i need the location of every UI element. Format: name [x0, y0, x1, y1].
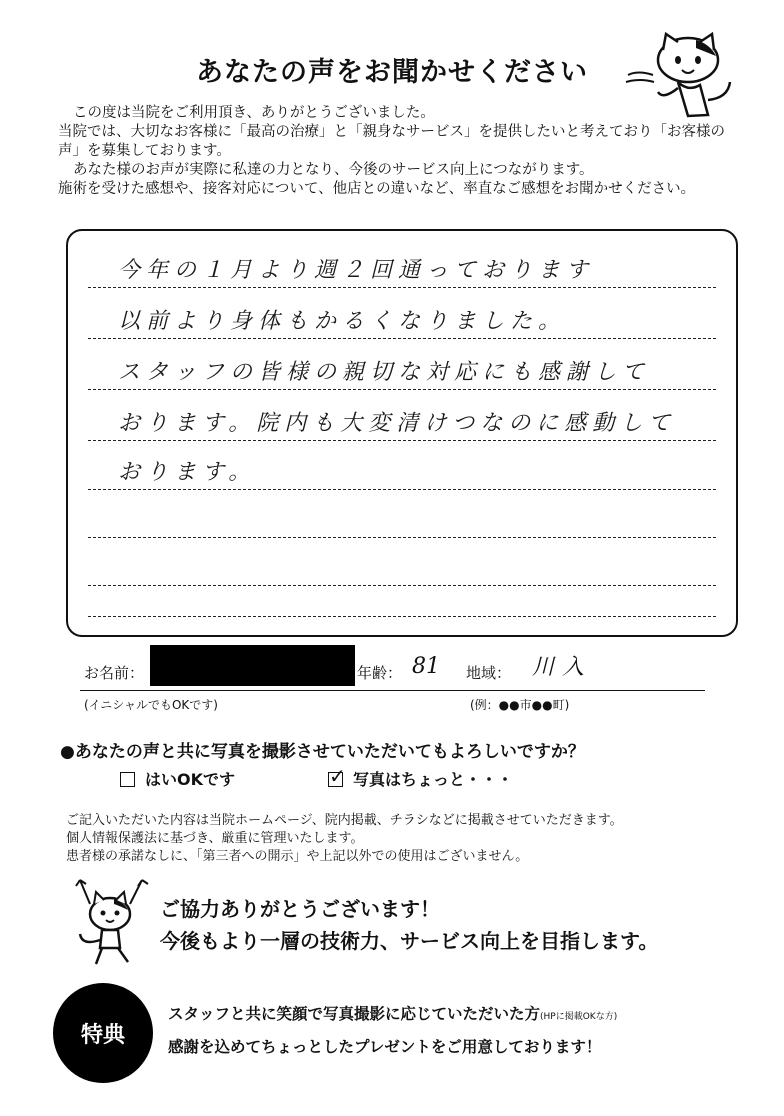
handwritten-line: 今年の１月より週２回通っております	[118, 258, 595, 283]
dashed-line	[88, 440, 716, 441]
tokuten-note: (HPに掲載OKな方)	[540, 1012, 618, 1022]
comment-box[interactable]	[66, 229, 738, 637]
option-yes[interactable]	[120, 767, 235, 790]
thanks-line-1: ご協力ありがとうございます！	[160, 897, 440, 921]
tokuten-text	[168, 999, 617, 1062]
tokuten-line-1: スタッフと共に笑顔で写真撮影に応じていただいた方	[168, 1005, 541, 1023]
option-no[interactable]	[328, 764, 514, 790]
handwritten-line: スタッフの皆様の親切な対応にも感謝して	[118, 360, 651, 385]
checkbox-yes[interactable]	[120, 772, 135, 787]
handwritten-line: おります。	[118, 460, 257, 485]
checkbox-no[interactable]	[328, 764, 346, 788]
name-label: お名前：	[84, 664, 145, 682]
dashed-line	[88, 338, 716, 339]
tokuten-line-2: 感謝を込めてちょっとしたプレゼントをご用意しております！	[168, 1038, 602, 1056]
dashed-line	[88, 616, 716, 617]
thanks-message	[160, 893, 658, 957]
photo-question: ●あなたの声と共に写真を撮影させていただいてもよろしいですか？	[60, 742, 585, 762]
dashed-line	[88, 537, 716, 538]
dashed-line	[88, 287, 716, 288]
option-no-label: 写真はちょっと・・・	[353, 770, 514, 789]
tokuten-badge: 特典	[53, 983, 153, 1083]
intro-line: 当院では、大切なお客様に「最高の治療」と「親身なサービス」を提供したいと考えており「お客様の声」を募集しております。	[58, 124, 725, 159]
area-value[interactable]: 川入	[532, 655, 593, 680]
notice-line: 患者様の承諾なしに、「第三者への開示」や上記以外での使用はございません。	[66, 849, 529, 864]
intro-text	[58, 104, 738, 199]
area-label: 地域：	[466, 664, 512, 682]
age-value[interactable]: 81	[412, 654, 440, 679]
intro-line: あなた様のお声が実際に私達の力となり、今後のサービス向上につながります。	[73, 162, 594, 178]
age-label: 年齢：	[357, 664, 403, 682]
dashed-line	[88, 389, 716, 390]
intro-line: 施術を受けた感想や、接客対応について、他店との違いなど、率直なご感想をお聞かせください。	[58, 181, 696, 197]
cheering-cat-icon	[72, 876, 152, 971]
dashed-line	[88, 585, 716, 586]
area-example: (例：●●市●●町)	[470, 698, 570, 712]
handwritten-line: おります。院内も大変清けつなのに感動して	[118, 411, 677, 436]
form-underline	[80, 690, 705, 691]
dashed-line	[88, 489, 716, 490]
name-redaction	[150, 645, 355, 686]
notice-line: ご記入いただいた内容は当院ホームページ、院内掲載、チラシなどに掲載させていただきます。	[66, 813, 623, 828]
intro-line: この度は当院をご利用頂き、ありがとうございました。	[73, 105, 435, 121]
option-yes-label: はいOKです	[145, 770, 236, 789]
privacy-notice	[66, 812, 756, 866]
handwritten-line: 以前より身体もかるくなりました。	[118, 309, 567, 334]
check-mark-icon: ✓	[329, 764, 346, 788]
page-title: あなたの声をお聞かせください	[196, 57, 588, 88]
thanks-line-2: 今後もより一層の技術力、サービス向上を目指します。	[160, 929, 659, 953]
initial-note: (イニシャルでもOKです)	[84, 698, 218, 712]
notice-line: 個人情報保護法に基づき、厳重に管理いたします。	[66, 831, 364, 846]
